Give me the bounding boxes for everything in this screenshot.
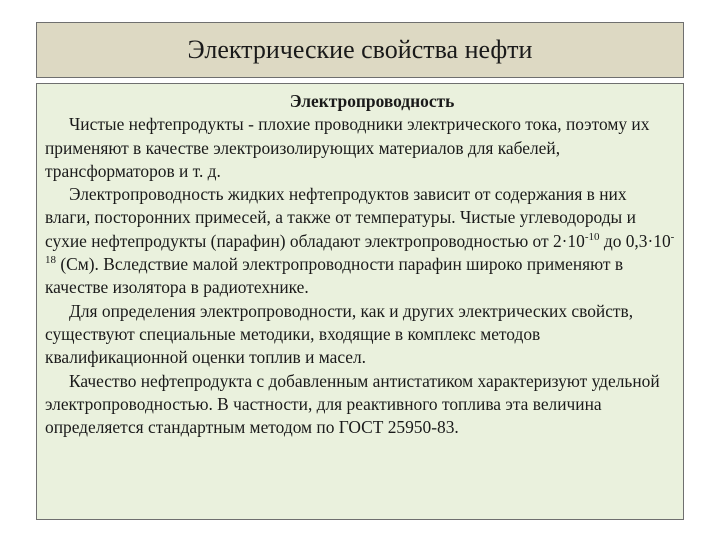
paragraph-2-part-2: до 0,3·10	[599, 230, 671, 251]
slide-title: Электрические свойства нефти	[187, 35, 533, 64]
exponent-1: -10	[584, 230, 600, 243]
paragraph-2-part-1: Электропроводность жидких нефтепродуктов зависит от содержания в них влаги, посторонних примесей, а также от температуры. Чистые углеводороды и сухие нефтепродукты (парафин) обладают электропроводностью от 2·10	[45, 184, 636, 251]
paragraph-2-part-3: (См). Вследствие малой электропроводности парафин широко применяют в качестве изолятора в радиотехнике.	[45, 254, 624, 298]
paragraph-1: Чистые нефтепродукты - плохие проводники электрического тока, поэтому их применяют в качестве электроизолирующих материалов для кабелей, трансформаторов и т. д.	[45, 114, 650, 181]
section-heading: Электропроводность	[289, 91, 455, 111]
content-box	[36, 83, 684, 520]
paragraph-3: Для определения электропроводности, как и других электрических свойств, существуют специальные методики, входящие в комплекс методов квалификационной оценки топлив и масел.	[45, 300, 634, 368]
exponent-2: -18	[45, 230, 675, 267]
paragraph-2	[45, 183, 675, 299]
paragraph-4: Качество нефтепродукта с добавленным антистатиком характеризуют удельной электропроводностью. В частности, для реактивного топлива эта величина определяется стандартным методом по ГОСТ 25950-83.	[45, 370, 660, 438]
title-box	[36, 22, 684, 78]
